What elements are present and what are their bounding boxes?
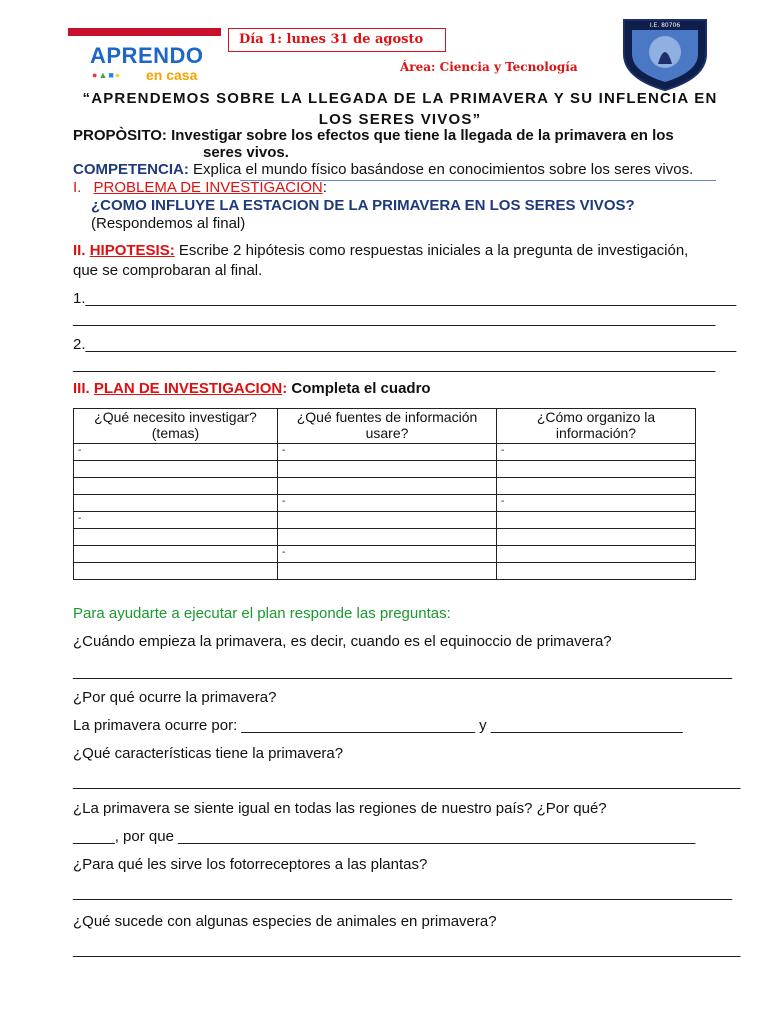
hipotesis-answer-1[interactable]: 1.______________________________________________________________________________ xyxy=(73,290,737,307)
table-cell[interactable]: - xyxy=(278,495,497,512)
hipotesis-line xyxy=(73,242,733,260)
table-cell[interactable] xyxy=(497,461,696,478)
questions-intro: Para ayudarte a ejecutar el plan responde las preguntas: xyxy=(73,605,451,622)
competencia-line xyxy=(73,161,743,179)
logo-text: APRENDO xyxy=(90,43,204,68)
problema-question: ¿COMO INFLUYE LA ESTACION DE LA PRIMAVERA EN LOS SERES VIVOS? xyxy=(91,197,635,214)
competencia-text: Explica el mundo físico basándose en conocimientos sobre los seres vivos. xyxy=(193,161,694,178)
question-3: ¿Qué características tiene la primavera? xyxy=(73,745,344,762)
hipotesis-num: II. xyxy=(73,242,86,259)
proposito-text: Investigar sobre los efectos que tiene la llegada de la primavera en los xyxy=(171,127,674,144)
table-cell[interactable] xyxy=(278,478,497,495)
table-cell[interactable] xyxy=(74,495,278,512)
logo-subtext: en casa xyxy=(146,67,198,83)
question-5: ¿Para qué les sirve los fotorreceptores a las plantas? xyxy=(73,856,428,873)
area-label: Área: Ciencia y Tecnología xyxy=(400,60,578,74)
table-cell[interactable] xyxy=(74,478,278,495)
plan-column-header: ¿Qué necesito investigar? (temas) xyxy=(74,409,278,444)
table-row xyxy=(74,563,696,580)
question-2: ¿Por qué ocurre la primavera? xyxy=(73,689,277,706)
problema-num: I. xyxy=(73,179,82,196)
table-cell[interactable] xyxy=(74,461,278,478)
hipotesis-answer-1b[interactable]: _____________________________________________________________________________ xyxy=(73,310,716,327)
table-row xyxy=(74,495,696,512)
proposito-label: PROPÒSITO: xyxy=(73,127,167,144)
hipotesis-text: Escribe 2 hipótesis como respuestas iniciales a la pregunta de investigación, xyxy=(178,242,689,259)
school-shield-icon xyxy=(618,14,712,92)
problema-note: (Respondemos al final) xyxy=(91,215,246,232)
hipotesis-label: HIPOTESIS: xyxy=(89,242,175,259)
logo-stripe xyxy=(68,28,221,36)
table-cell[interactable]: - xyxy=(278,546,497,563)
plan-instruction: Completa el cuadro xyxy=(291,380,431,397)
answer-line-6[interactable]: ________________________________________________________________________________ xyxy=(73,941,741,958)
proposito-text-2: seres vivos. xyxy=(203,144,289,161)
table-row xyxy=(74,478,696,495)
table-row xyxy=(74,546,696,563)
answer-line-3[interactable]: ________________________________________________________________________________ xyxy=(73,773,741,790)
table-cell[interactable] xyxy=(497,563,696,580)
question-1: ¿Cuándo empieza la primavera, es decir, cuando es el equinoccio de primavera? xyxy=(73,633,612,650)
table-cell[interactable] xyxy=(497,512,696,529)
table-row xyxy=(74,512,696,529)
logo-shapes-icon: ●▲■● xyxy=(92,70,122,80)
table-cell[interactable]: - xyxy=(74,444,278,461)
aprendo-en-casa-logo xyxy=(68,28,221,84)
answer-fill-2[interactable]: La primavera ocurre por: ____________________________ y _______________________ xyxy=(73,717,683,734)
table-row xyxy=(74,529,696,546)
question-6: ¿Qué sucede con algunas especies de animales en primavera? xyxy=(73,913,497,930)
table-cell[interactable]: - xyxy=(278,444,497,461)
table-cell[interactable] xyxy=(278,563,497,580)
table-row xyxy=(74,461,696,478)
table-cell[interactable] xyxy=(278,529,497,546)
table-cell[interactable] xyxy=(278,512,497,529)
problema-label: PROBLEMA DE INVESTIGACION xyxy=(93,179,323,196)
table-cell[interactable] xyxy=(497,546,696,563)
plan-num: III. xyxy=(73,380,90,397)
answer-fill-4[interactable]: _____, por que ______________________________________________________________ xyxy=(73,828,696,845)
table-cell[interactable] xyxy=(497,478,696,495)
table-cell[interactable]: - xyxy=(497,444,696,461)
hipotesis-answer-2[interactable]: 2.______________________________________________________________________________ xyxy=(73,336,737,353)
table-cell[interactable] xyxy=(74,529,278,546)
table-cell[interactable]: - xyxy=(497,495,696,512)
problema-heading xyxy=(73,179,327,197)
table-cell[interactable] xyxy=(278,461,497,478)
plan-column-header: ¿Cómo organizo la información? xyxy=(497,409,696,444)
plan-label: PLAN DE INVESTIGACION xyxy=(93,380,283,397)
question-4: ¿La primavera se siente igual en todas las regiones de nuestro país? ¿Por qué? xyxy=(73,800,607,817)
problema-colon: : xyxy=(322,179,327,196)
plan-colon: : xyxy=(282,380,288,397)
table-cell[interactable]: - xyxy=(74,512,278,529)
plan-column-header: ¿Qué fuentes de información usare? xyxy=(278,409,497,444)
school-badge-text: I.E. 80706 xyxy=(649,22,681,29)
proposito-line xyxy=(73,127,733,145)
table-row xyxy=(74,444,696,461)
plan-heading xyxy=(73,380,431,398)
day-label: Día 1: lunes 31 de agosto xyxy=(239,32,424,47)
table-cell[interactable] xyxy=(74,546,278,563)
plan-table xyxy=(73,408,696,580)
answer-line-1[interactable]: _______________________________________________________________________________ xyxy=(73,663,733,680)
hipotesis-text-2: que se comprobaran al final. xyxy=(73,262,263,279)
competencia-label: COMPETENCIA: xyxy=(73,161,189,178)
table-cell[interactable] xyxy=(497,529,696,546)
table-cell[interactable] xyxy=(74,563,278,580)
answer-line-5[interactable]: _______________________________________________________________________________ xyxy=(73,884,733,901)
hipotesis-answer-2b[interactable]: _____________________________________________________________________________ xyxy=(73,356,716,373)
day-label-box xyxy=(228,28,446,52)
document-title: “APRENDEMOS SOBRE LA LLEGADA DE LA PRIMAVERA Y SU INFLENCIA EN LOS SERES VIVOS” xyxy=(82,90,718,128)
